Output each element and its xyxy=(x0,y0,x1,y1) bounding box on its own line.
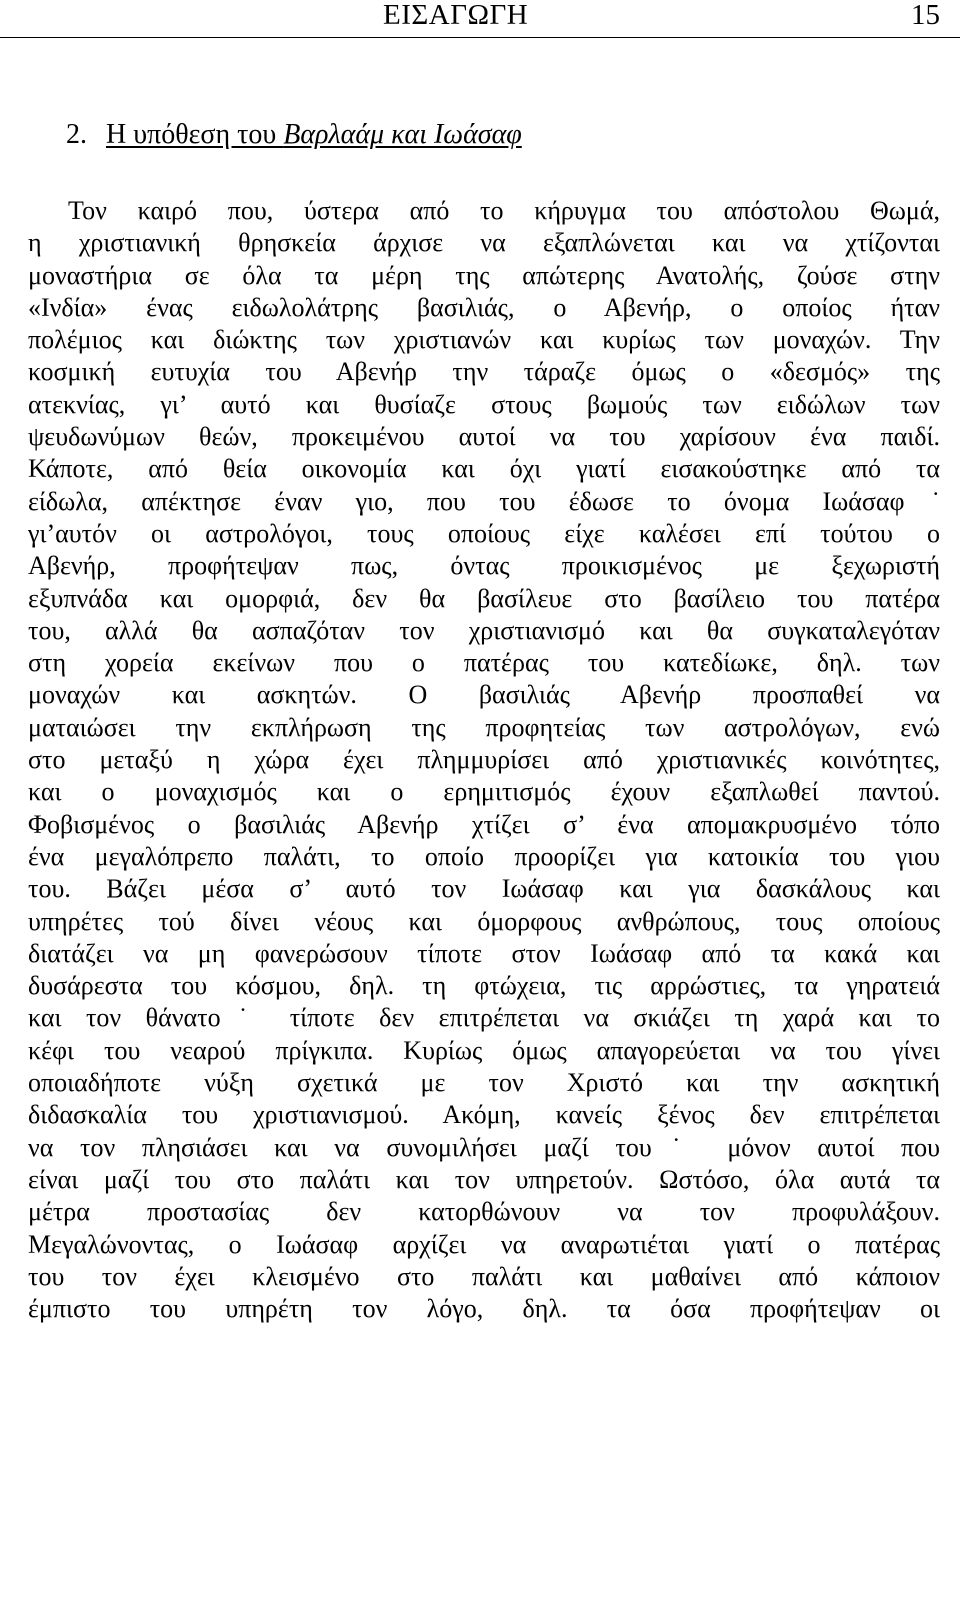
section-title xyxy=(106,119,522,150)
text-line: του τον έχει κλεισμένο στο παλάτι και μαθαίνει από κάποιον xyxy=(28,1261,940,1291)
text-line: είναι μαζί του στο παλάτι και τον υπηρετούν. Ωστόσο, όλα αυτά τα xyxy=(28,1164,940,1194)
section-number: 2. xyxy=(66,119,87,150)
text-line: κοσμική ευτυχία του Αβενήρ την τάραζε όμως ο «δεσμός» της xyxy=(28,357,940,387)
section-title-prefix: Η υπόθεση του xyxy=(106,119,284,150)
text-line: ένα μεγαλόπρεπο παλάτι, το οποίο προορίζει για κατοικία του γιου xyxy=(28,841,940,871)
section-title-work: Βαρλαάμ και Ιωάσαφ xyxy=(283,119,522,150)
text-line: Κάποτε, από θεία οικονομία και όχι γιατί εισακούστηκε από τα xyxy=(28,454,940,484)
text-line: του, αλλά θα ασπαζόταν τον χριστιανισμό και θα συγκαταλεγόταν xyxy=(28,615,940,645)
page-number: 15 xyxy=(911,0,940,31)
text-line: κέφι του νεαρού πρίγκιπα. Κυρίως όμως απαγορεύεται να του γίνει xyxy=(28,1035,940,1065)
text-line: μέτρα προστασίας δεν κατορθώνουν να τον προφυλάξουν. xyxy=(28,1197,940,1227)
text-line: να τον πλησιάσει και να συνομιλήσει μαζί του˙ μόνον αυτοί που xyxy=(28,1132,940,1162)
text-line: του. Βάζει μέσα σ’ αυτό τον Ιωάσαφ και για δασκάλους και xyxy=(28,874,940,904)
text-line: ματαιώσει την εκπλήρωση της προφητείας των αστρολόγων, ενώ xyxy=(28,712,940,742)
text-line: ψευδωνύμων θεών, προκειμένου αυτοί να του χαρίσουν ένα παιδί. xyxy=(28,422,940,452)
text-line: υπηρέτες τού δίνει νέους και όμορφους ανθρώπους, τους οποίους xyxy=(28,906,940,936)
text-line: στη χορεία εκείνων που ο πατέρας του κατεδίωκε, δηλ. των xyxy=(28,648,940,678)
text-line: στο μεταξύ η χώρα έχει πλημμυρίσει από χριστιανικές κοινότητες, xyxy=(28,745,940,775)
text-line: εξυπνάδα και ομορφιά, δεν θα βασίλευε στο βασίλειο του πατέρα xyxy=(28,583,940,613)
section-heading xyxy=(66,119,522,151)
body-paragraph xyxy=(28,195,940,1325)
text-line: διατάζει να μη φανερώσουν τίποτε στον Ιωάσαφ από τα κακά και xyxy=(28,938,940,968)
text-line: πολέμιος και διώκτης των χριστιανών και κυρίως των μοναχών. Την xyxy=(28,325,940,355)
text-line: Αβενήρ, προφήτεψαν πως, όντας προικισμένος με ξεχωριστή xyxy=(28,551,940,581)
text-line: «Ινδία» ένας ειδωλολάτρης βασιλιάς, ο Αβενήρ, ο οποίος ήταν xyxy=(28,292,940,322)
running-title: ΕΙΣΑΓΩΓΗ xyxy=(383,0,529,31)
text-line: είδωλα, απέκτησε έναν γιο, που του έδωσε το όνομα Ιωάσαφ˙ xyxy=(28,486,940,516)
text-line: και ο μοναχισμός και ο ερημιτισμός έχουν εξαπλωθεί παντού. xyxy=(28,777,940,807)
text-line: Φοβισμένος ο βασιλιάς Αβενήρ χτίζει σ’ ένα απομακρυσμένο τόπο xyxy=(28,809,940,839)
text-line: Μεγαλώνοντας, ο Ιωάσαφ αρχίζει να αναρωτιέται γιατί ο πατέρας xyxy=(28,1229,940,1259)
text-line: Τον καιρό που, ύστερα από το κήρυγμα του απόστολου Θωμά, xyxy=(68,196,940,225)
text-line: μοναστήρια σε όλα τα μέρη της απώτερης Ανατολής, ζούσε στην xyxy=(28,260,940,290)
text-line: διδασκαλία του χριστιανισμού. Ακόμη, κανείς ξένος δεν επιτρέπεται xyxy=(28,1100,940,1130)
text-line: η χριστιανική θρησκεία άρχισε να εξαπλώνεται και να χτίζονται xyxy=(28,228,940,258)
text-line: δυσάρεστα του κόσμου, δηλ. τη φτώχεια, τις αρρώστιες, τα γηρατειά xyxy=(28,971,940,1001)
text-line: μοναχών και ασκητών. Ο βασιλιάς Αβενήρ προσπαθεί να xyxy=(28,680,940,710)
text-line: οποιαδήποτε νύξη σχετικά με τον Χριστό και την ασκητική xyxy=(28,1068,940,1098)
text-line: έμπιστο του υπηρέτη τον λόγο, δηλ. τα όσα προφήτεψαν οι xyxy=(28,1294,940,1324)
text-line: ατεκνίας, γι’ αυτό και θυσίαζε στους βωμούς των ειδώλων των xyxy=(28,389,940,419)
running-header xyxy=(0,0,960,38)
text-line: και τον θάνατο˙ τίποτε δεν επιτρέπεται να σκιάζει τη χαρά και το xyxy=(28,1003,940,1033)
text-line: γι’αυτόν οι αστρολόγοι, τους οποίους είχε καλέσει επί τούτου ο xyxy=(28,518,940,548)
